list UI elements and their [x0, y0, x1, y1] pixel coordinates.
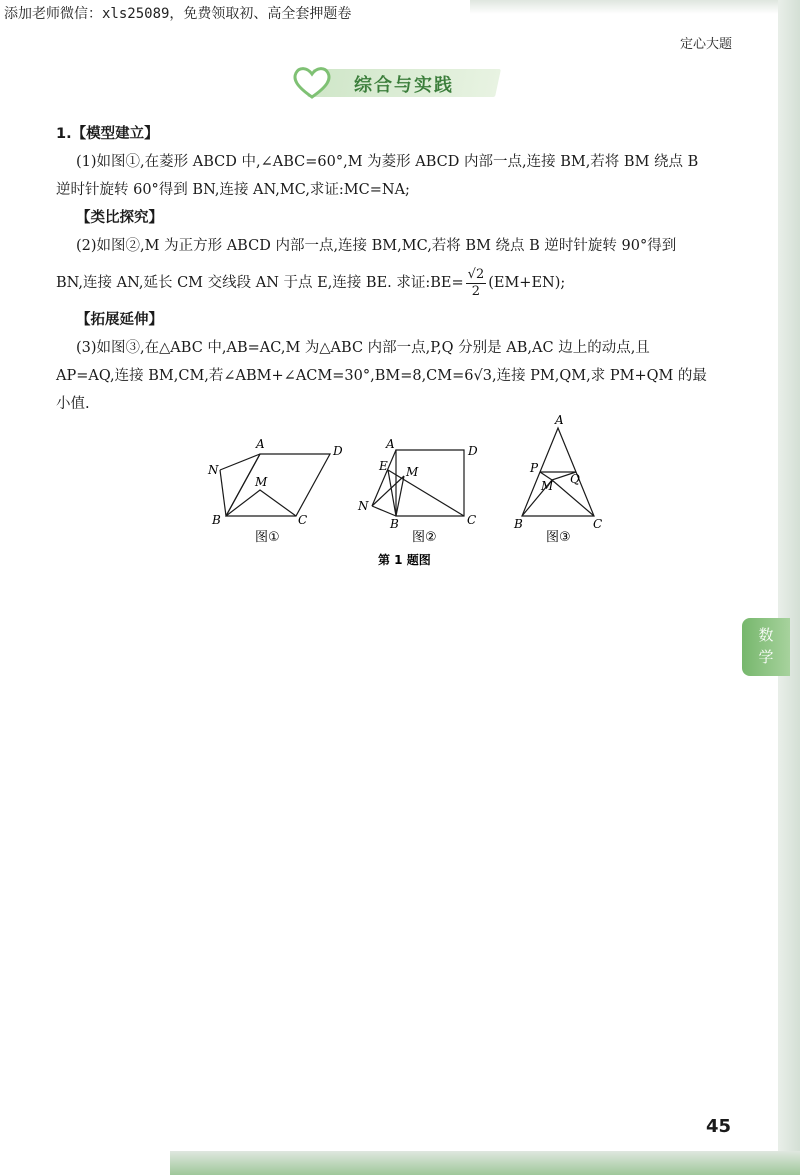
part2-heading: 【类比探究】: [76, 210, 163, 226]
fig2-square: [396, 450, 464, 516]
fig1-line-nb: [220, 470, 226, 516]
subject-tab-line1: 数: [758, 626, 774, 644]
fig2-line-be: [388, 470, 396, 516]
watermark-text: 添加老师微信：xls25089，免费领取初、高全套押题卷: [4, 3, 351, 23]
fig3-label-p: P: [530, 461, 539, 475]
fig1-label-a: A: [256, 437, 265, 451]
fig1-label-b: B: [212, 513, 221, 527]
fraction-denominator: 2: [471, 283, 481, 299]
part3-line3: 小值.: [56, 396, 90, 412]
fig2-label-m: M: [406, 465, 419, 479]
figure-1: [220, 454, 330, 516]
fig2-line-ce: [388, 470, 464, 516]
fig2-label-n: N: [358, 499, 369, 513]
part2-line1: (2)如图②,M 为正方形 ABCD 内部一点,连接 BM,MC,若将 BM 绕点 B 逆时针旋转 90°得到: [76, 238, 677, 254]
part3-line2: AP=AQ,连接 BM,CM,若∠ABM+∠ACM=30°,BM=8,CM=6√3,连接 PM,QM,求 PM+QM 的最: [56, 368, 707, 384]
fig1-label-d: D: [333, 444, 343, 458]
subject-tab: [742, 618, 790, 676]
fig1-label-m: M: [255, 475, 268, 489]
fig2-line-nb: [372, 506, 396, 516]
section-banner: [292, 67, 502, 99]
page-edge-right: [778, 0, 800, 1175]
subject-tab-line2: 学: [758, 648, 774, 666]
section-title: 综合与实践: [354, 75, 454, 96]
fig3-label-c: C: [593, 517, 603, 531]
fig2-label-a: A: [386, 437, 395, 451]
fig1-caption: 图①: [255, 530, 280, 545]
fraction-sqrt2-over-2: [466, 267, 487, 300]
fig2-label-e: E: [379, 459, 388, 473]
fig2-label-d: D: [468, 444, 478, 458]
fig3-caption: 图③: [546, 530, 571, 545]
part3-heading: 【拓展延伸】: [76, 312, 163, 328]
part2-line2: [56, 260, 736, 306]
figures-group-caption: 第 1 题图: [378, 553, 431, 567]
fig2-caption: 图②: [412, 530, 437, 545]
figures-group: [200, 410, 620, 580]
page-edge-bottom: [170, 1151, 800, 1175]
fig1-label-c: C: [298, 513, 308, 527]
part2-line2-before: BN,连接 AN,延长 CM 交线段 AN 于点 E,连接 BE. 求证:BE=: [56, 275, 464, 291]
fig1-line-na: [220, 454, 260, 470]
part2-line2-after: (EM+EN);: [488, 275, 566, 291]
part1-heading: 【模型建立】: [71, 126, 159, 142]
page-number: 45: [706, 1116, 732, 1137]
fig2-label-b: B: [390, 517, 399, 531]
fig1-lines-bmc: [226, 490, 296, 516]
page-edge-top: [470, 0, 780, 14]
part1-line2: 逆时针旋转 60°得到 BN,连接 AN,MC,求证:MC=NA;: [56, 182, 410, 198]
fig1-rhombus: [226, 454, 330, 516]
geometry-figures: [200, 410, 620, 580]
fig3-label-q: Q: [570, 472, 580, 486]
question-block: [56, 120, 736, 418]
fig2-label-c: C: [467, 513, 477, 527]
heart-icon: [292, 66, 332, 100]
fig3-label-a: A: [555, 413, 564, 427]
fig3-label-b: B: [514, 517, 523, 531]
part1-line1: (1)如图①,在菱形 ABCD 中,∠ABC=60°,M 为菱形 ABCD 内部一点,连接 BM,若将 BM 绕点 B: [76, 154, 699, 170]
fig3-label-m: M: [541, 479, 554, 493]
fig1-label-n: N: [208, 463, 219, 477]
fig3-lines-bmc: [522, 480, 594, 516]
fraction-numerator: √2: [467, 266, 485, 282]
question-number: 1.: [56, 126, 72, 142]
part3-line1: (3)如图③,在△ABC 中,AB=AC,M 为△ABC 内部一点,P,Q 分别是 AB,AC 边上的动点,且: [76, 340, 650, 356]
running-header: 定心大题: [679, 37, 732, 52]
